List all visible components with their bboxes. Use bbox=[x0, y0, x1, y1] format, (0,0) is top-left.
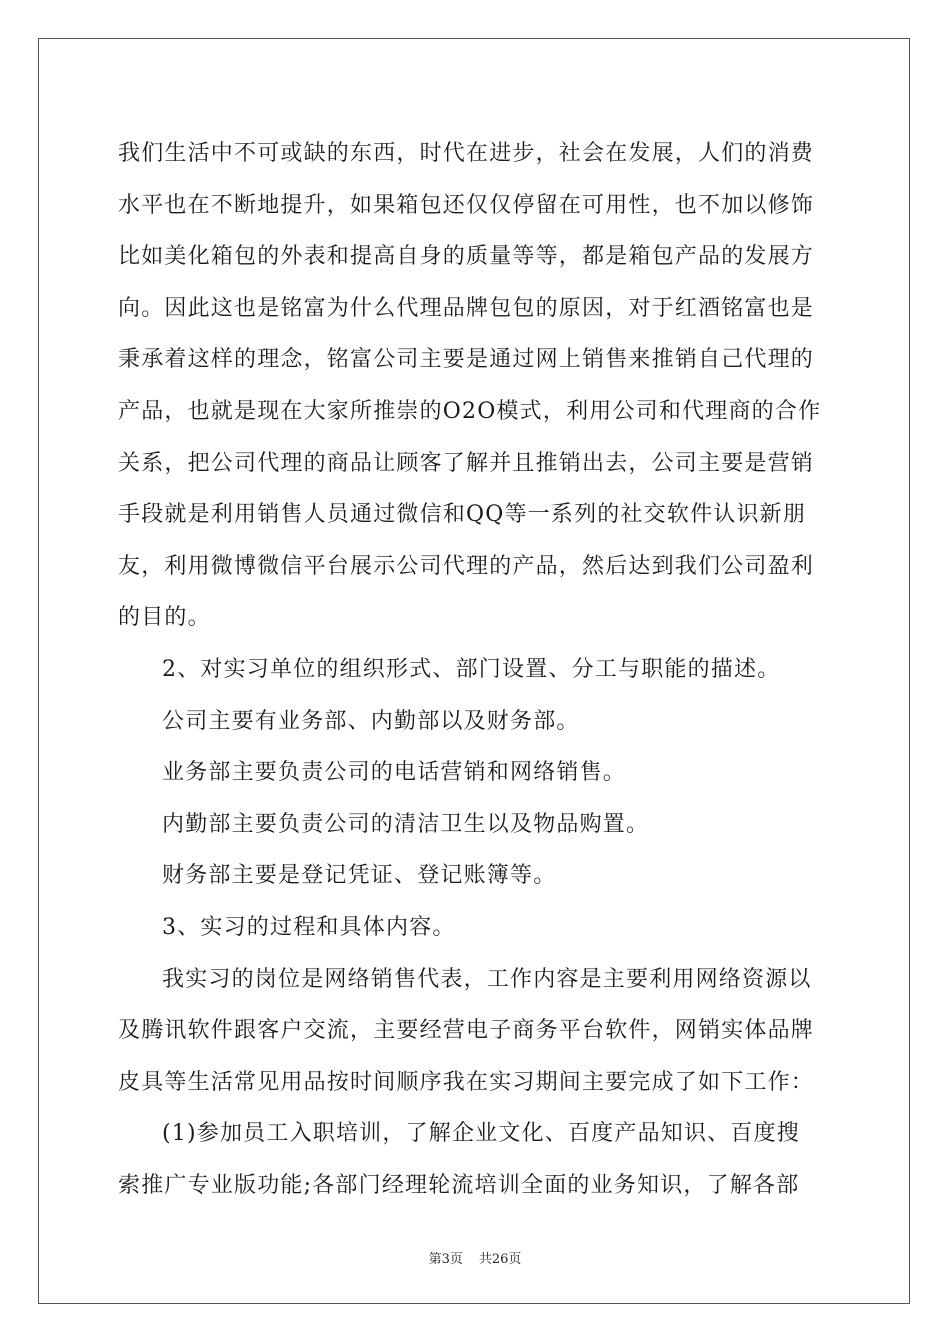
section-heading-3: 3、实习的过程和具体内容。 bbox=[162, 914, 456, 940]
text-line: 索推广专业版功能;各部门经理轮流培训全面的业务知识，了解各部 bbox=[118, 1172, 800, 1198]
text-line: 财务部主要是登记凭证、登记账簿等。 bbox=[162, 863, 557, 889]
list-item-1: (1)参加员工入职培训，了解企业文化、百度产品知识、百度搜 bbox=[162, 1121, 800, 1147]
text-line: 比如美化箱包的外表和提高自身的质量等等，都是箱包产品的发展方 bbox=[118, 244, 815, 270]
text-line: 内勤部主要负责公司的清洁卫生以及物品购置。 bbox=[162, 811, 650, 837]
text-line: 我们生活中不可或缺的东西，时代在进步，社会在发展，人们的消费 bbox=[118, 141, 815, 166]
document-body bbox=[118, 128, 833, 1211]
text-line: 产品，也就是现在大家所推崇的O2O模式，利用公司和代理商的合作 bbox=[118, 398, 822, 424]
section-heading-2: 2、对实习单位的组织形式、部门设置、分工与职能的描述。 bbox=[162, 656, 781, 682]
text-line: 皮具等生活常见用品按时间顺序我在实习期间主要完成了如下工作： bbox=[118, 1069, 815, 1095]
text-line: 向。因此这也是铭富为什么代理品牌包包的原因，对于红酒铭富也是 bbox=[118, 295, 815, 321]
page-number-total: 共26页 bbox=[478, 1252, 522, 1267]
text-line: 秉承着这样的理念，铭富公司主要是通过网上销售来推销自己代理的 bbox=[118, 347, 815, 373]
text-line: 关系，把公司代理的商品让顾客了解并且推销出去，公司主要是营销 bbox=[118, 450, 815, 476]
page-footer bbox=[0, 1248, 950, 1267]
text-line: 友，利用微博微信平台展示公司代理的产品，然后达到我们公司盈利 bbox=[118, 553, 815, 579]
text-line: 的目的。 bbox=[118, 605, 211, 631]
text-line: 水平也在不断地提升，如果箱包还仅仅停留在可用性，也不加以修饰 bbox=[118, 192, 815, 218]
text-line: 公司主要有业务部、内勤部以及财务部。 bbox=[162, 708, 580, 734]
text-line: 我实习的岗位是网络销售代表，工作内容是主要利用网络资源以 bbox=[162, 966, 812, 992]
page-number-current: 第3页 bbox=[428, 1252, 463, 1267]
text-line: 业务部主要负责公司的电话营销和网络销售。 bbox=[162, 760, 627, 786]
text-line: 及腾讯软件跟客户交流，主要经营电子商务平台软件，网销实体品牌 bbox=[118, 1018, 815, 1044]
text-line: 手段就是利用销售人员通过微信和QQ等一系列的社交软件认识新朋 bbox=[118, 502, 807, 528]
